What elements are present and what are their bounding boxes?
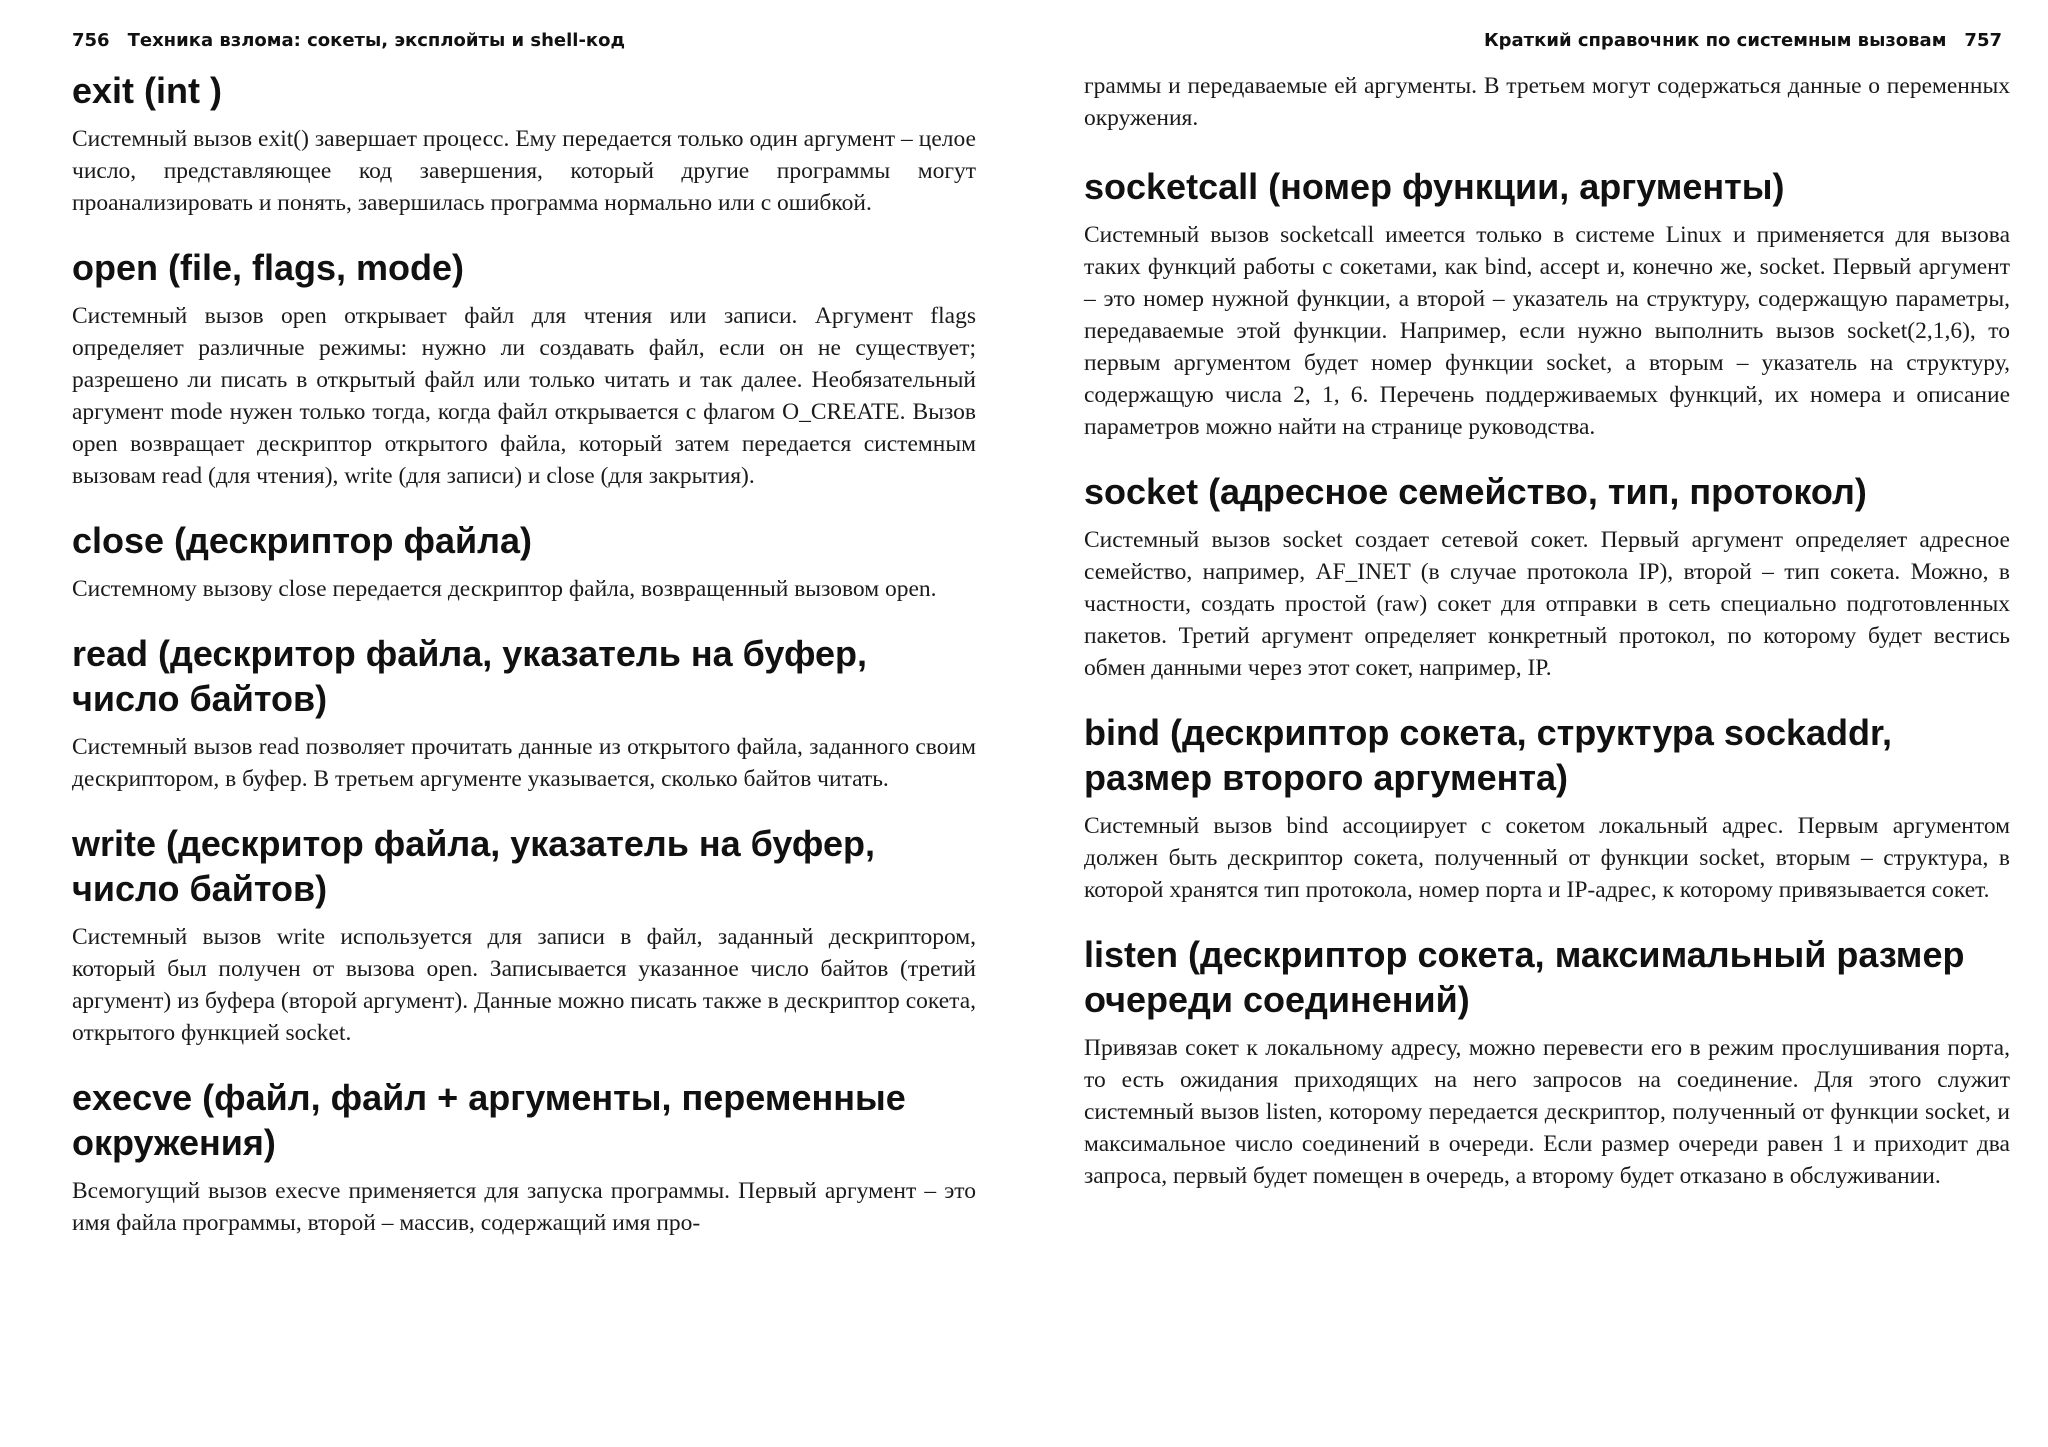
section-socket	[1084, 469, 2010, 684]
section-execve	[72, 1075, 976, 1239]
section-heading: socket (адресное семейство, тип, протокол)	[1084, 471, 1867, 512]
section-body: Системный вызов socket создает сетевой сокет. Первый аргумент определяет адресное семейство, например, AF_INET (в случае протокола IP), второй – тип сокета. Можно, в частности, создать простой (raw) сокет для отправки в сеть специально подготовленных пакетов. Третий аргумент определяет конкретный протокол, по которому будет вестись обмен данными через этот сокет, например, IP.	[1084, 527, 2010, 681]
section-body: Системный вызов bind ассоциирует с сокетом локальный адрес. Первым аргументом должен быть дескриптор сокета, полученный от функции socket, вторым – структура, в которой хранятся тип протокола, номер порта и IP-адрес, к которому привязывается сокет.	[1084, 813, 2010, 903]
section-heading: bind (дескриптор сокета, структура sockaddr, размер второго аргумента)	[1084, 712, 1893, 798]
section-body: Системный вызов socketcall имеется только в системе Linux и применяется для вызова таких функций работы с сокетами, как bind, accept и, конечно же, socket. Первый аргумент – это номер нужной функции, а второй – указатель на структуру, содержащую параметры, передаваемые этой функции. Например, если нужно выполнить вызов socket(2,1,6), то первым аргументом будет номер функции socket, а вторым – указатель на структуру, содержащую числа 2, 1, 6. Перечень поддерживаемых функций, их номера и описание параметров можно найти на странице руководства.	[1084, 222, 2010, 440]
running-title-right: Краткий справочник по системным вызовам	[1483, 30, 1947, 51]
running-head-left	[72, 30, 625, 51]
section-heading: listen (дескриптор сокета, максимальный размер очереди соединений)	[1084, 934, 1965, 1020]
section-body: Всемогущий вызов execve применяется для запуска программы. Первый аргумент – это имя файла программы, второй – массив, содержащий имя про-	[72, 1178, 976, 1236]
page-number-left: 756	[72, 30, 110, 51]
section-write	[72, 821, 976, 1049]
section-heading: write (дескритор файла, указатель на буфер, число байтов)	[72, 823, 875, 909]
section-body: Системный вызов exit() завершает процесс. Ему передается только один аргумент – целое число, представляющее код завершения, который другие программы могут проанализировать и понять, завершилась программа нормально или с ошибкой.	[72, 126, 976, 216]
right-page	[1024, 0, 2048, 1447]
section-body: Системный вызов write используется для записи в файл, заданный дескриптором, который был получен от вызова open. Записывается указанное число байтов (третий аргумент) из буфера (второй аргумент). Данные можно писать также в дескриптор сокета, открытого функцией socket.	[72, 924, 976, 1046]
section-heading: socketcall (номер функции, аргументы)	[1084, 166, 1785, 207]
page-number-right: 757	[1964, 30, 2002, 51]
section-body: Системному вызову close передается дескриптор файла, возвращенный вызовом open.	[72, 576, 937, 602]
section-heading: execve (файл, файл + аргументы, переменные окружения)	[72, 1077, 906, 1163]
section-heading: exit (int )	[72, 70, 222, 111]
section-body: Системный вызов open открывает файл для чтения или записи. Аргумент flags определяет различные режимы: нужно ли создавать файл, если он не существует; разрешено ли писать в открытый файл или только читать и так далее. Необязательный аргумент mode нужен только тогда, когда файл открывается с флагом O_CREATE. Вызов open возвращает дескриптор открытого файла, который затем передается системным вызовам read (для чтения), write (для записи) и close (для закрытия).	[72, 303, 976, 489]
continued-paragraph: граммы и передаваемые ей аргументы. В третьем могут содержаться данные о переменных окружения.	[1084, 73, 2010, 131]
section-body: Системный вызов read позволяет прочитать данные из открытого файла, заданного своим дескриптором, в буфер. В третьем аргументе указывается, сколько байтов читать.	[72, 734, 976, 792]
section-heading: open (file, flags, mode)	[72, 247, 465, 288]
section-exit	[72, 68, 976, 219]
section-bind	[1084, 710, 2010, 906]
left-page-content	[72, 68, 976, 1265]
section-socketcall	[1084, 164, 2010, 443]
section-heading: read (дескритор файла, указатель на буфер, число байтов)	[72, 633, 867, 719]
section-read	[72, 631, 976, 795]
section-open	[72, 245, 976, 492]
running-title-left: Техника взлома: сокеты, эксплойты и shell-код	[127, 30, 626, 51]
section-heading: close (дескриптор файла)	[72, 520, 533, 561]
section-close	[72, 518, 976, 605]
running-head-right	[1484, 30, 2002, 51]
section-listen	[1084, 932, 2010, 1192]
section-body: Привязав сокет к локальному адресу, можно перевести его в режим прослушивания порта, то есть ожидания приходящих на него запросов на соединение. Для этого служит системный вызов listen, которому передается дескриптор, полученный от функции socket, и максимальное число соединений в очереди. Если размер очереди равен 1 и приходит два запроса, первый будет помещен в очередь, а второму будет отказано в обслуживании.	[1084, 1035, 2010, 1189]
right-page-content	[1084, 70, 2010, 1218]
